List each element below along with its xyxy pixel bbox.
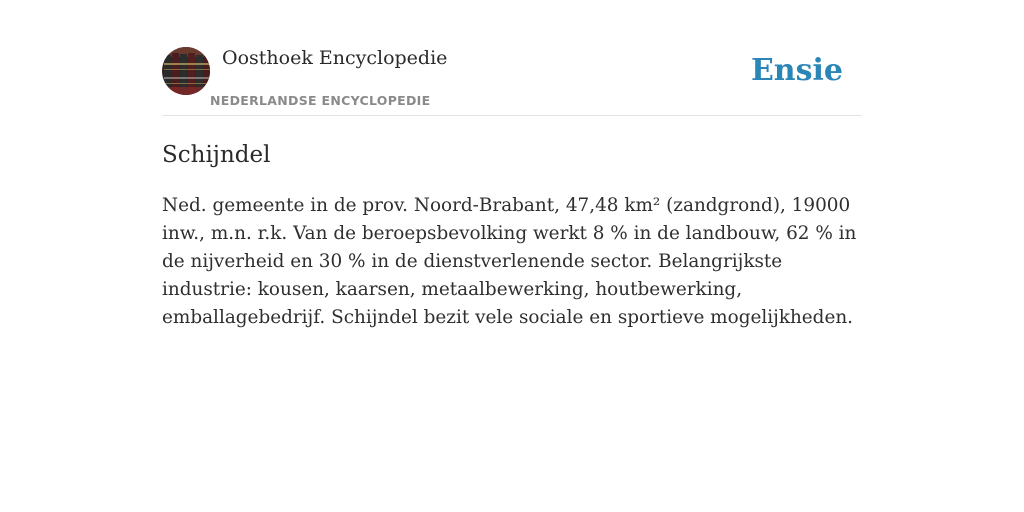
brand-logo[interactable]: Ensie bbox=[750, 53, 843, 88]
encyclopedia-books-icon[interactable] bbox=[162, 47, 210, 95]
source-title[interactable]: Oosthoek Encyclopedie bbox=[222, 47, 448, 69]
entry-title: Schijndel bbox=[162, 142, 271, 168]
source-subtitle: NEDERLANDSE ENCYCLOPEDIE bbox=[210, 93, 431, 108]
entry-body: Ned. gemeente in de prov. Noord-Brabant, 47,48 km² (zandgrond), 19000 inw., m.n. r.k. Van de beroepsbevolking werkt 8 % in de landbouw, 62 % in de nijverheid en 30 % in de dienstverlenende sector. Belangrijkste industrie: kousen, kaarsen, metaalbewerking, houtbewerking, emballagebedrijf. Schijndel bezit vele sociale en sportieve mogelijkheden. bbox=[162, 195, 857, 328]
entry-card bbox=[162, 0, 862, 512]
source-header bbox=[162, 46, 862, 116]
